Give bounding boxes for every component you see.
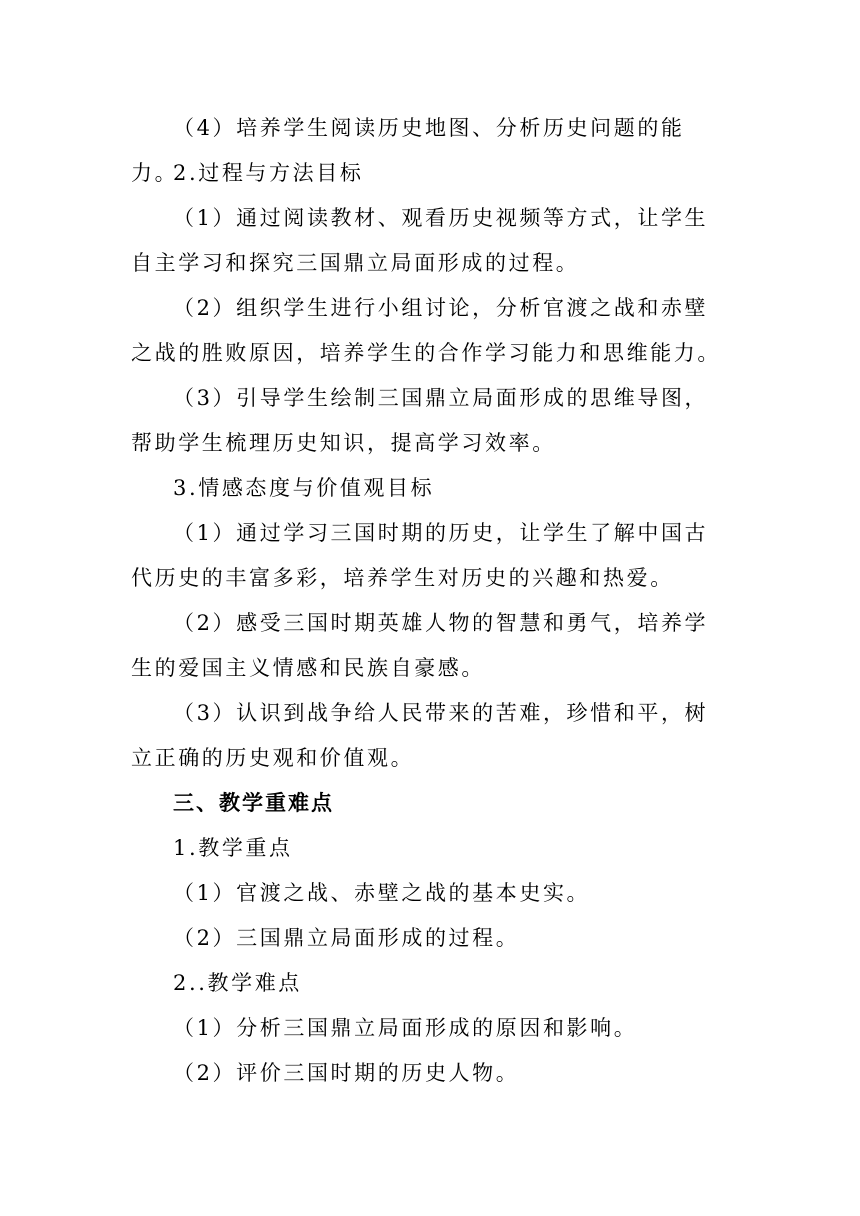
section-emotion-values-heading: 3.情感态度与价值观目标 [173, 476, 435, 500]
key-point-item-2: （2）三国鼎立局面形成的过程。 [173, 926, 520, 950]
emotion-item-3: （3）认识到战争给人民带来的苦难，珍惜和平，树立正确的历史观和价值观。 [131, 701, 709, 770]
difficult-point-item-2: （2）评价三国时期的历史人物。 [173, 1061, 520, 1085]
difficult-points-heading: 2..教学难点 [173, 971, 302, 995]
process-item-2: （2）组织学生进行小组讨论，分析官渡之战和赤壁之战的胜败原因，培养学生的合作学习能力和思维能力。 [131, 296, 721, 365]
difficult-point-item-1: （1）分析三国鼎立局面形成的原因和影响。 [173, 1016, 638, 1040]
section-process-method-heading: 2.过程与方法目标 [173, 161, 364, 185]
key-point-item-1: （1）官渡之战、赤壁之战的基本史实。 [173, 881, 591, 905]
objective-item-4: （4）培养学生阅读历史地图、分析历史问题的能力。 [131, 116, 685, 185]
emotion-item-2: （2）感受三国时期英雄人物的智慧和勇气，培养学生的爱国主义情感和民族自豪感。 [131, 611, 709, 680]
process-item-3: （3）引导学生绘制三国鼎立局面形成的思维导图，帮助学生梳理历史知识，提高学习效率。 [131, 386, 709, 455]
emotion-item-1: （1）通过学习三国时期的历史，让学生了解中国古代历史的丰富多彩，培养学生对历史的兴趣和热爱。 [131, 521, 709, 590]
process-item-1: （1）通过阅读教材、观看历史视频等方式，让学生自主学习和探究三国鼎立局面形成的过程。 [131, 206, 709, 275]
section-key-difficult-points-heading: 三、教学重难点 [173, 791, 334, 815]
key-points-heading: 1.教学重点 [173, 836, 293, 860]
